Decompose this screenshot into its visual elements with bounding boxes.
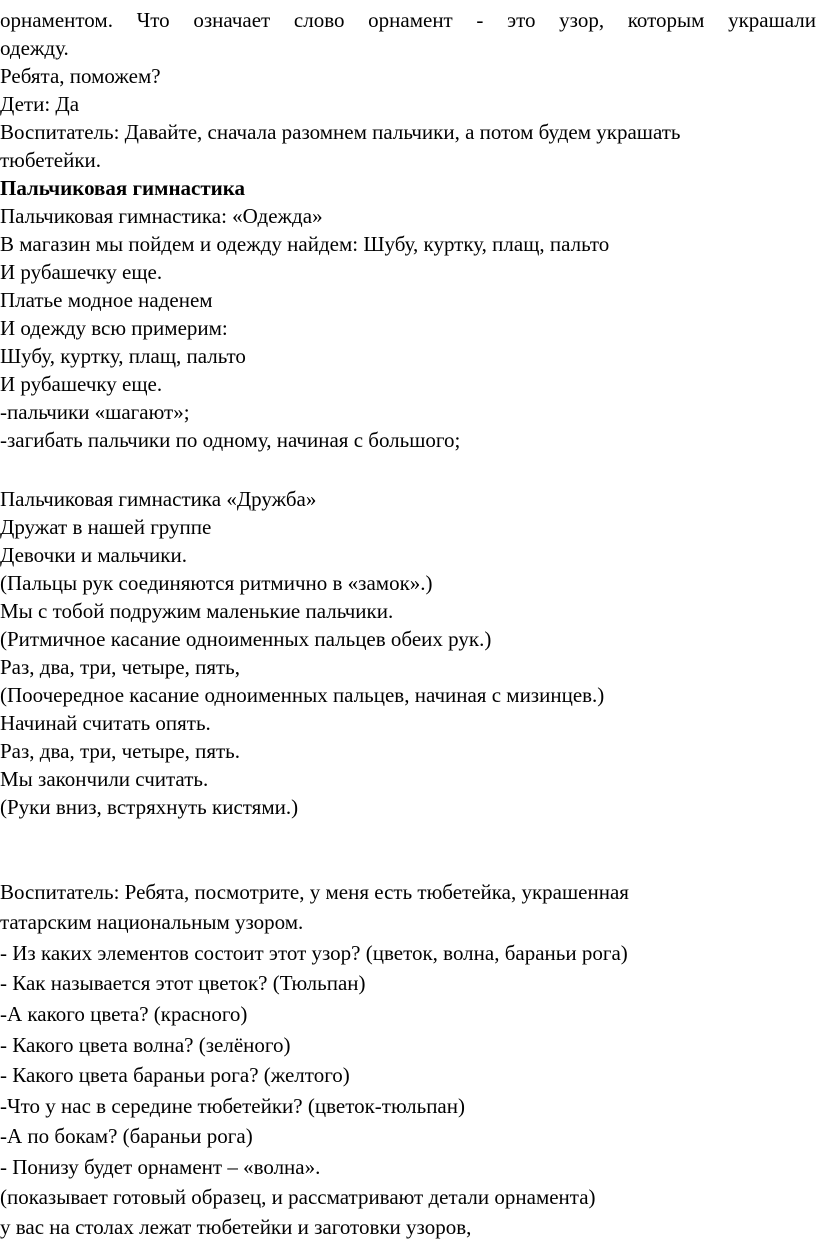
- text-line: Дружат в нашей группе: [0, 515, 212, 539]
- text-line: Пальчиковая гимнастика «Дружба»: [0, 487, 317, 511]
- text-line: Воспитатель: Давайте, сначала разомнем пальчики, а потом будем украшать: [0, 120, 681, 144]
- text-line: В магазин мы пойдем и одежду найдем: Шубу, куртку, плащ, пальто: [0, 232, 610, 256]
- text-line: Пальчиковая гимнастика: «Одежда»: [0, 204, 323, 228]
- text-line: одежду.: [0, 36, 69, 60]
- text-line: у вас на столах лежат тюбетейки и заготовки узоров,: [0, 1215, 472, 1239]
- section-heading: Пальчиковая гимнастика: [0, 176, 246, 200]
- text-line: тюбетейки.: [0, 148, 102, 172]
- text-line: (Поочередное касание одноименных пальцев, начиная с мизинцев.): [0, 683, 605, 707]
- text-line: Ребята, поможем?: [0, 64, 161, 88]
- text-line: Девочки и мальчики.: [0, 543, 187, 567]
- text-line: Дети: Да: [0, 92, 80, 116]
- text-line: - Из каких элементов состоит этот узор? (цветок, волна, бараньи рога): [0, 941, 628, 965]
- text-line: И рубашечку еще.: [0, 260, 163, 284]
- text-line: -Что у нас в середине тюбетейки? (цветок-тюльпан): [0, 1094, 465, 1118]
- text-line: -А какого цвета? (красного): [0, 1002, 248, 1026]
- text-line: Раз, два, три, четыре, пять.: [0, 739, 241, 763]
- text-line: - Какого цвета бараньи рога? (желтого): [0, 1063, 350, 1087]
- text-line: -пальчики «шагают»;: [0, 400, 190, 424]
- text-line: -А по бокам? (бараньи рога): [0, 1124, 253, 1148]
- text-line: Начинай считать опять.: [0, 711, 211, 735]
- text-line: - Какого цвета волна? (зелёного): [0, 1033, 291, 1057]
- text-line: Раз, два, три, четыре, пять,: [0, 655, 241, 679]
- text-line: орнаментом. Что означает слово орнамент - это узор, которым украшали: [0, 8, 816, 32]
- text-line: Мы с тобой подружим маленькие пальчики.: [0, 599, 394, 623]
- text-line: -загибать пальчики по одному, начиная с большого;: [0, 428, 461, 452]
- text-line: - Как называется этот цветок? (Тюльпан): [0, 971, 366, 995]
- text-line: татарским национальным узором.: [0, 910, 304, 934]
- text-line: (Пальцы рук соединяются ритмично в «замок».): [0, 571, 433, 595]
- text-line: Платье модное наденем: [0, 288, 213, 312]
- text-line: (показывает готовый образец, и рассматривают детали орнамента): [0, 1185, 596, 1209]
- text-line: Шубу, куртку, плащ, пальто: [0, 344, 246, 368]
- text-line: (Руки вниз, встряхнуть кистями.): [0, 795, 299, 819]
- text-line: - Понизу будет орнамент – «волна».: [0, 1155, 321, 1179]
- text-line: (Ритмичное касание одноименных пальцев обеих рук.): [0, 627, 492, 651]
- text-line: И рубашечку еще.: [0, 372, 163, 396]
- text-line: Мы закончили считать.: [0, 767, 209, 791]
- text-line: И одежду всю примерим:: [0, 316, 228, 340]
- text-line: Воспитатель: Ребята, посмотрите, у меня есть тюбетейка, украшенная: [0, 880, 629, 904]
